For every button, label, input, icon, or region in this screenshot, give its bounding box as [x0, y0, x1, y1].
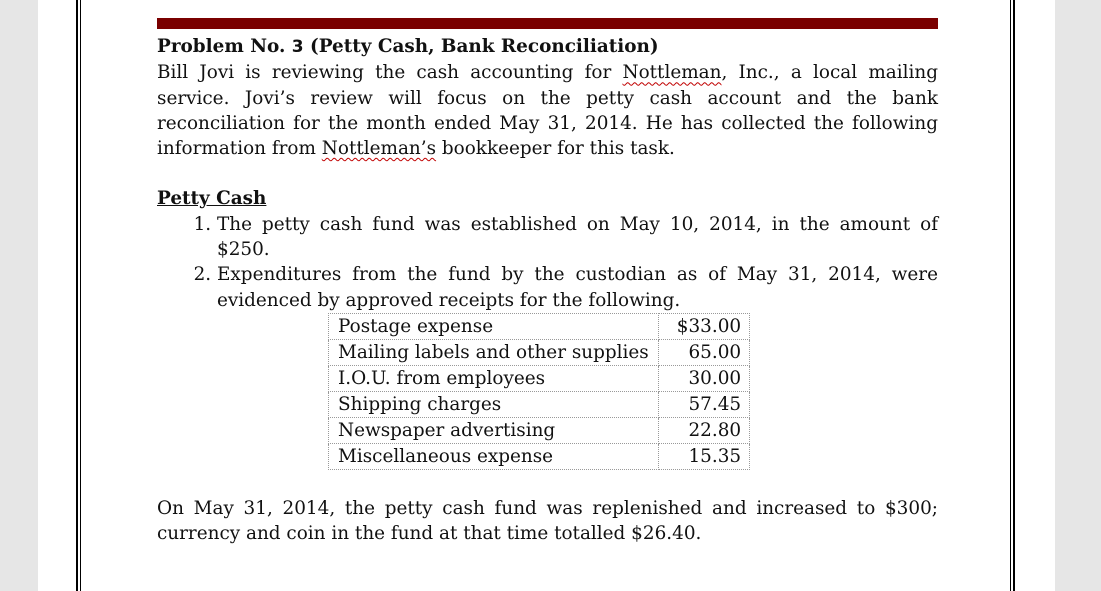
table-row — [329, 365, 750, 391]
table-row — [329, 339, 750, 365]
page-border-left — [76, 0, 81, 591]
table-row — [329, 391, 750, 417]
spellcheck-word[interactable]: Nottleman’s — [321, 138, 437, 160]
expense-label: Mailing labels and other supplies — [329, 339, 659, 365]
section-heading: Petty Cash — [157, 188, 267, 210]
expense-label: Postage expense — [329, 313, 659, 339]
expense-label: Miscellaneous expense — [329, 443, 659, 469]
list-item: 1. The petty cash fund was established on May 10, 2014, in the amount of $250. — [217, 212, 938, 263]
page-border-right — [1010, 0, 1015, 591]
petty-cash-list — [157, 212, 938, 313]
intro-paragraph: Bill Jovi is reviewing the cash accounting for Nottleman, Inc., a local mailing service. Jovi’s review will focus on the petty cash account and the bank reconciliation for the month ended May 31, 2014. He has collected the following information from Nottleman’s bookkeeper for this task. — [157, 62, 938, 160]
closing-paragraph: On May 31, 2014, the petty cash fund was replenished and increased to $300; currency and coin in the fund at that time totalled $26.40. — [157, 497, 938, 545]
expense-amount: $33.00 — [658, 313, 749, 339]
document-content — [157, 34, 938, 547]
expense-label: Newspaper advertising — [329, 417, 659, 443]
list-item: 2. Expenditures from the fund by the custodian as of May 31, 2014, were evidenced by approved receipts for the following. — [217, 262, 938, 313]
expense-label: I.O.U. from employees — [329, 365, 659, 391]
table-row — [329, 443, 750, 469]
expense-amount: 57.45 — [658, 391, 749, 417]
expense-label: Shipping charges — [329, 391, 659, 417]
expense-amount: 22.80 — [658, 417, 749, 443]
problem-title: Problem No. 3 (Petty Cash, Bank Reconciliation) — [157, 36, 659, 57]
expense-amount: 15.35 — [658, 443, 749, 469]
expenses-table — [328, 313, 750, 470]
header-rule — [157, 18, 938, 29]
expense-amount: 30.00 — [658, 365, 749, 391]
spellcheck-word[interactable]: Nottleman — [622, 62, 722, 84]
expense-amount: 65.00 — [658, 339, 749, 365]
table-row — [329, 313, 750, 339]
table-row — [329, 417, 750, 443]
